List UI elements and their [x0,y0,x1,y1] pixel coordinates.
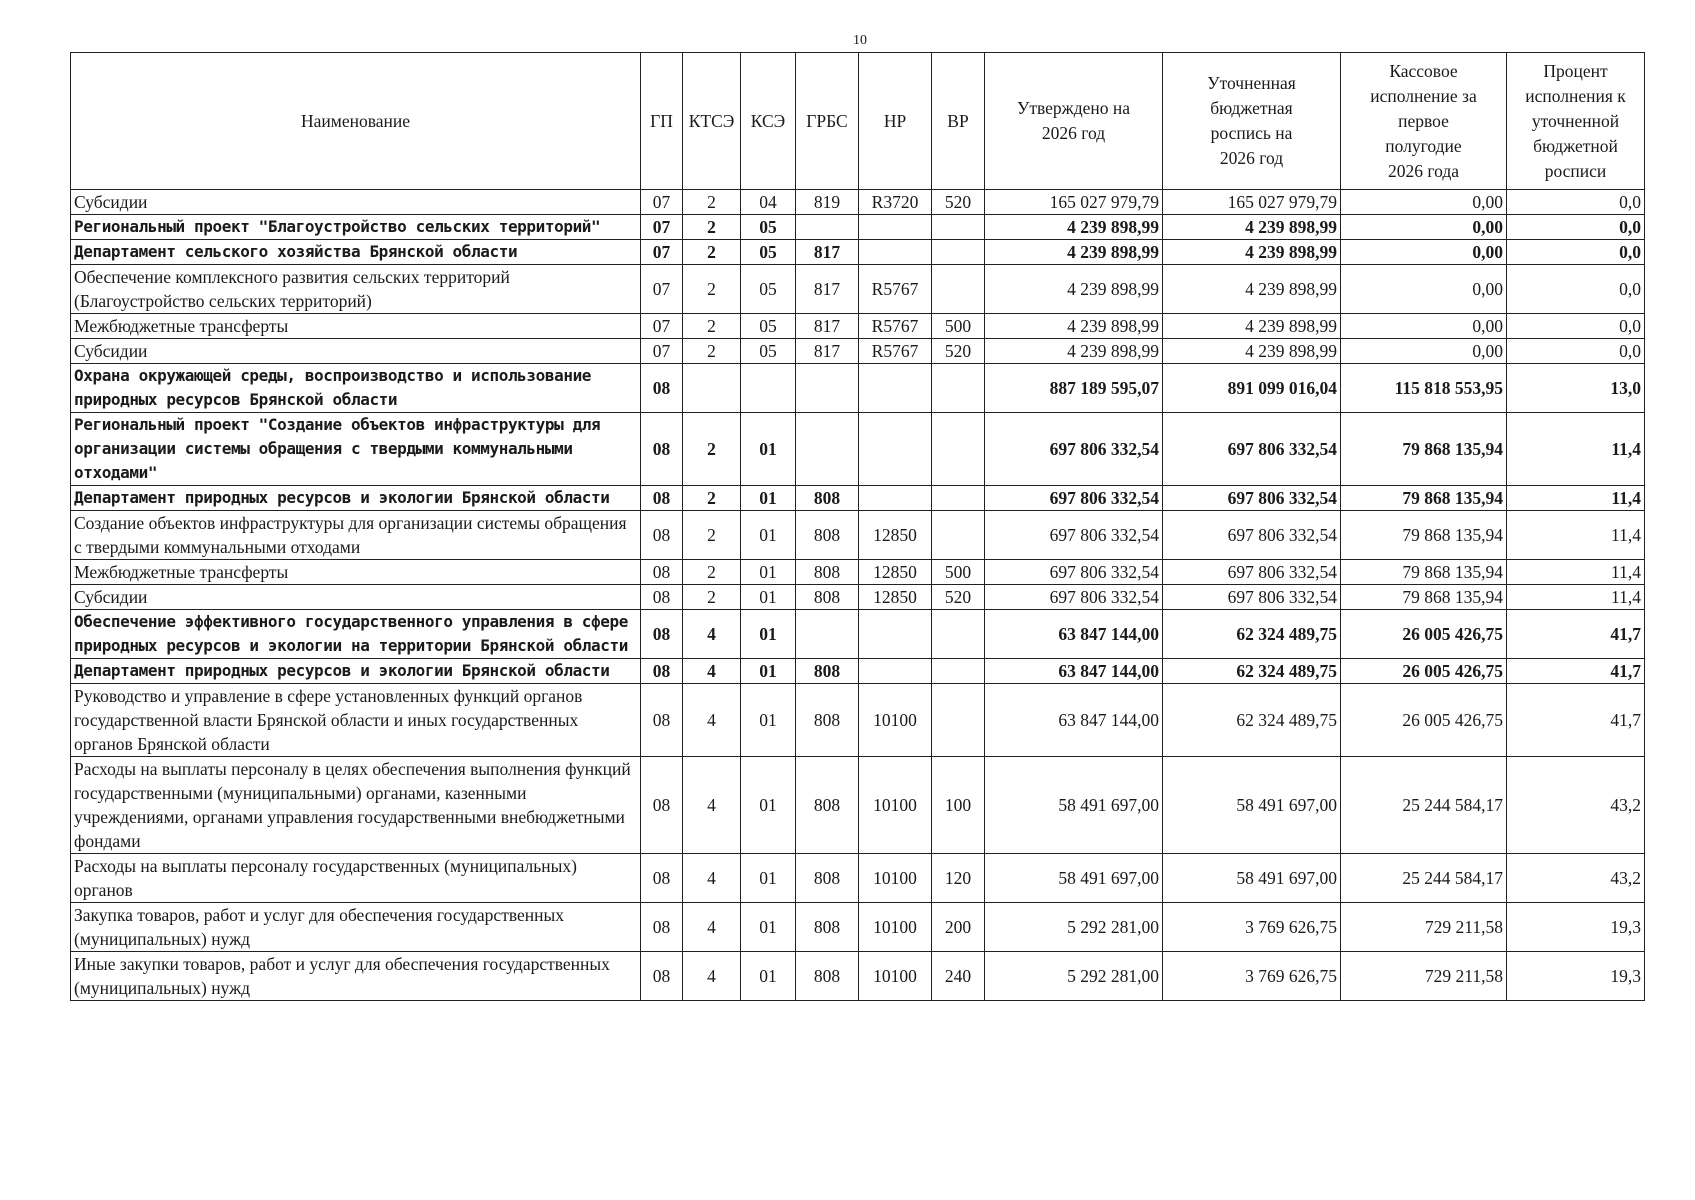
row-grbs: 808 [796,659,859,684]
row-cash: 0,00 [1341,215,1507,240]
row-kse: 01 [741,757,796,854]
row-refined: 3 769 626,75 [1163,952,1341,1001]
row-grbs [796,364,859,413]
row-grbs: 808 [796,952,859,1001]
table-row [71,486,1645,511]
row-refined: 4 239 898,99 [1163,215,1341,240]
row-approved: 4 239 898,99 [985,314,1163,339]
table-row [71,364,1645,413]
row-nr [859,215,932,240]
row-percent: 0,0 [1507,339,1645,364]
row-ktse: 2 [683,413,741,486]
header-grbs: ГРБС [796,53,859,190]
row-name: Субсидии [71,585,641,610]
row-percent: 41,7 [1507,684,1645,757]
row-percent: 13,0 [1507,364,1645,413]
row-cash: 25 244 584,17 [1341,757,1507,854]
row-approved: 697 806 332,54 [985,413,1163,486]
row-name: Субсидии [71,190,641,215]
row-nr: R3720 [859,190,932,215]
row-cash: 729 211,58 [1341,903,1507,952]
row-kse: 01 [741,585,796,610]
row-vr [932,413,985,486]
row-gp: 08 [641,757,683,854]
table-row [71,854,1645,903]
row-nr [859,610,932,659]
row-name: Региональный проект "Создание объектов инфраструктуры для организации системы обращения с твердыми коммунальными отходами" [71,413,641,486]
row-cash: 79 868 135,94 [1341,560,1507,585]
row-name: Охрана окружающей среды, воспроизводство и использование природных ресурсов Брянской области [71,364,641,413]
row-grbs [796,413,859,486]
row-vr [932,364,985,413]
row-kse: 01 [741,413,796,486]
row-percent: 41,7 [1507,610,1645,659]
table-row [71,511,1645,560]
row-cash: 115 818 553,95 [1341,364,1507,413]
row-approved: 165 027 979,79 [985,190,1163,215]
row-cash: 25 244 584,17 [1341,854,1507,903]
budget-table [70,52,1645,1001]
row-ktse: 2 [683,511,741,560]
row-refined: 4 239 898,99 [1163,339,1341,364]
row-vr [932,610,985,659]
table-row [71,314,1645,339]
row-ktse: 2 [683,486,741,511]
row-refined: 62 324 489,75 [1163,659,1341,684]
row-vr: 120 [932,854,985,903]
row-nr: R5767 [859,314,932,339]
row-percent: 11,4 [1507,511,1645,560]
row-ktse: 2 [683,190,741,215]
row-nr: 10100 [859,854,932,903]
row-kse: 01 [741,684,796,757]
row-percent: 0,0 [1507,314,1645,339]
row-ktse: 2 [683,240,741,265]
table-row [71,610,1645,659]
row-percent: 0,0 [1507,240,1645,265]
row-cash: 26 005 426,75 [1341,659,1507,684]
row-ktse: 4 [683,952,741,1001]
row-grbs [796,610,859,659]
row-ktse: 4 [683,684,741,757]
row-vr: 100 [932,757,985,854]
row-percent: 19,3 [1507,952,1645,1001]
row-refined: 697 806 332,54 [1163,413,1341,486]
row-vr: 500 [932,314,985,339]
row-kse: 05 [741,314,796,339]
row-cash: 79 868 135,94 [1341,486,1507,511]
row-name: Обеспечение комплексного развития сельских территорий (Благоустройство сельских территорий) [71,265,641,314]
row-percent: 41,7 [1507,659,1645,684]
row-vr: 240 [932,952,985,1001]
row-cash: 26 005 426,75 [1341,610,1507,659]
row-refined: 697 806 332,54 [1163,511,1341,560]
row-name: Департамент сельского хозяйства Брянской области [71,240,641,265]
table-header [71,53,1645,190]
row-approved: 697 806 332,54 [985,585,1163,610]
row-approved: 887 189 595,07 [985,364,1163,413]
row-approved: 58 491 697,00 [985,854,1163,903]
row-gp: 08 [641,511,683,560]
row-nr: 12850 [859,560,932,585]
row-kse: 01 [741,511,796,560]
header-name: Наименование [71,53,641,190]
row-kse: 01 [741,486,796,511]
row-gp: 08 [641,486,683,511]
row-approved: 4 239 898,99 [985,265,1163,314]
row-vr [932,486,985,511]
row-approved: 63 847 144,00 [985,610,1163,659]
row-percent: 11,4 [1507,486,1645,511]
row-kse: 01 [741,610,796,659]
row-cash: 0,00 [1341,240,1507,265]
row-approved: 5 292 281,00 [985,952,1163,1001]
header-approved: Утверждено на 2026 год [985,53,1163,190]
row-name: Закупка товаров, работ и услуг для обеспечения государственных (муниципальных) нужд [71,903,641,952]
row-vr: 200 [932,903,985,952]
row-gp: 07 [641,240,683,265]
row-gp: 08 [641,952,683,1001]
row-cash: 0,00 [1341,190,1507,215]
header-percent: Процент исполнения к уточненной бюджетной росписи [1507,53,1645,190]
row-gp: 07 [641,215,683,240]
row-gp: 07 [641,190,683,215]
row-kse: 01 [741,903,796,952]
row-vr: 520 [932,190,985,215]
row-approved: 4 239 898,99 [985,339,1163,364]
row-name: Субсидии [71,339,641,364]
row-grbs: 817 [796,240,859,265]
row-gp: 08 [641,684,683,757]
row-gp: 08 [641,659,683,684]
table-row [71,265,1645,314]
row-name: Департамент природных ресурсов и экологии Брянской области [71,486,641,511]
row-percent: 11,4 [1507,585,1645,610]
row-nr: R5767 [859,339,932,364]
row-nr: 12850 [859,585,932,610]
row-ktse: 2 [683,314,741,339]
table-row [71,585,1645,610]
row-approved: 58 491 697,00 [985,757,1163,854]
table-row [71,339,1645,364]
row-name: Иные закупки товаров, работ и услуг для обеспечения государственных (муниципальных) нужд [71,952,641,1001]
row-vr: 520 [932,585,985,610]
row-name: Департамент природных ресурсов и экологии Брянской области [71,659,641,684]
row-percent: 0,0 [1507,265,1645,314]
row-gp: 07 [641,314,683,339]
table-row [71,240,1645,265]
row-grbs [796,215,859,240]
row-name: Руководство и управление в сфере установленных функций органов государственной власти Брянской области и иных государственных органов Брянской области [71,684,641,757]
row-refined: 165 027 979,79 [1163,190,1341,215]
header-cash: Кассовое исполнение за первое полугодие 2026 года [1341,53,1507,190]
row-nr: 12850 [859,511,932,560]
row-gp: 07 [641,265,683,314]
header-nr: НР [859,53,932,190]
row-vr: 520 [932,339,985,364]
row-refined: 4 239 898,99 [1163,240,1341,265]
row-refined: 697 806 332,54 [1163,560,1341,585]
table-row [71,215,1645,240]
row-refined: 697 806 332,54 [1163,486,1341,511]
row-approved: 697 806 332,54 [985,486,1163,511]
row-grbs: 808 [796,486,859,511]
row-nr: 10100 [859,684,932,757]
row-ktse: 4 [683,757,741,854]
row-refined: 62 324 489,75 [1163,684,1341,757]
row-kse: 01 [741,952,796,1001]
row-kse: 05 [741,265,796,314]
row-nr [859,413,932,486]
row-vr [932,684,985,757]
row-percent: 0,0 [1507,190,1645,215]
header-vr: ВР [932,53,985,190]
row-grbs: 808 [796,511,859,560]
row-name: Межбюджетные трансферты [71,560,641,585]
table-row [71,903,1645,952]
header-ktse: КТСЭ [683,53,741,190]
row-ktse: 2 [683,265,741,314]
row-ktse: 4 [683,610,741,659]
row-ktse: 2 [683,585,741,610]
row-gp: 07 [641,339,683,364]
row-vr [932,511,985,560]
row-refined: 697 806 332,54 [1163,585,1341,610]
row-kse: 01 [741,854,796,903]
header-refined: Уточненная бюджетная роспись на 2026 год [1163,53,1341,190]
row-nr [859,486,932,511]
table-row [71,757,1645,854]
row-grbs: 808 [796,903,859,952]
row-nr [859,364,932,413]
row-grbs: 808 [796,585,859,610]
row-percent: 11,4 [1507,560,1645,585]
row-ktse [683,364,741,413]
row-nr: 10100 [859,757,932,854]
row-name: Межбюджетные трансферты [71,314,641,339]
row-name: Расходы на выплаты персоналу в целях обеспечения выполнения функций государственными (муниципальными) органами, казенными учреждениями, органами управления государственными внебюджетными фондами [71,757,641,854]
row-gp: 08 [641,854,683,903]
row-vr [932,215,985,240]
row-ktse: 4 [683,854,741,903]
row-nr: 10100 [859,903,932,952]
row-kse: 05 [741,215,796,240]
row-cash: 26 005 426,75 [1341,684,1507,757]
row-grbs: 819 [796,190,859,215]
row-vr: 500 [932,560,985,585]
row-kse: 01 [741,659,796,684]
row-cash: 0,00 [1341,339,1507,364]
row-ktse: 2 [683,339,741,364]
row-refined: 62 324 489,75 [1163,610,1341,659]
row-approved: 4 239 898,99 [985,240,1163,265]
row-ktse: 4 [683,659,741,684]
row-percent: 19,3 [1507,903,1645,952]
row-approved: 63 847 144,00 [985,659,1163,684]
row-approved: 697 806 332,54 [985,511,1163,560]
row-name: Региональный проект "Благоустройство сельских территорий" [71,215,641,240]
row-grbs: 808 [796,684,859,757]
page-number: 10 [853,33,867,48]
row-percent: 0,0 [1507,215,1645,240]
row-refined: 58 491 697,00 [1163,757,1341,854]
row-kse: 05 [741,339,796,364]
row-percent: 43,2 [1507,854,1645,903]
row-refined: 4 239 898,99 [1163,314,1341,339]
row-gp: 08 [641,610,683,659]
row-cash: 79 868 135,94 [1341,413,1507,486]
row-approved: 4 239 898,99 [985,215,1163,240]
row-kse: 04 [741,190,796,215]
row-percent: 43,2 [1507,757,1645,854]
row-kse: 01 [741,560,796,585]
row-gp: 08 [641,560,683,585]
row-grbs: 817 [796,265,859,314]
table-row [71,560,1645,585]
row-kse [741,364,796,413]
row-name: Обеспечение эффективного государственного управления в сфере природных ресурсов и экологии на территории Брянской области [71,610,641,659]
row-refined: 891 099 016,04 [1163,364,1341,413]
row-vr [932,265,985,314]
row-grbs: 808 [796,854,859,903]
row-approved: 5 292 281,00 [985,903,1163,952]
row-gp: 08 [641,364,683,413]
row-refined: 3 769 626,75 [1163,903,1341,952]
row-percent: 11,4 [1507,413,1645,486]
header-kse: КСЭ [741,53,796,190]
row-refined: 58 491 697,00 [1163,854,1341,903]
row-ktse: 4 [683,903,741,952]
row-cash: 79 868 135,94 [1341,585,1507,610]
row-nr: 10100 [859,952,932,1001]
table-row [71,684,1645,757]
row-grbs: 808 [796,560,859,585]
row-name: Расходы на выплаты персоналу государственных (муниципальных) органов [71,854,641,903]
table-body [71,190,1645,1001]
row-cash: 0,00 [1341,314,1507,339]
row-vr [932,659,985,684]
row-grbs: 817 [796,314,859,339]
row-gp: 08 [641,413,683,486]
row-nr [859,240,932,265]
row-gp: 08 [641,903,683,952]
row-refined: 4 239 898,99 [1163,265,1341,314]
table-row [71,659,1645,684]
row-approved: 63 847 144,00 [985,684,1163,757]
row-grbs: 808 [796,757,859,854]
header-gp: ГП [641,53,683,190]
table-row [71,190,1645,215]
row-cash: 729 211,58 [1341,952,1507,1001]
row-grbs: 817 [796,339,859,364]
row-cash: 79 868 135,94 [1341,511,1507,560]
row-name: Создание объектов инфраструктуры для организации системы обращения с твердыми коммунальными отходами [71,511,641,560]
row-approved: 697 806 332,54 [985,560,1163,585]
row-ktse: 2 [683,215,741,240]
row-kse: 05 [741,240,796,265]
row-vr [932,240,985,265]
row-nr: R5767 [859,265,932,314]
row-gp: 08 [641,585,683,610]
row-cash: 0,00 [1341,265,1507,314]
row-ktse: 2 [683,560,741,585]
table-row [71,952,1645,1001]
row-nr [859,659,932,684]
table-row [71,413,1645,486]
